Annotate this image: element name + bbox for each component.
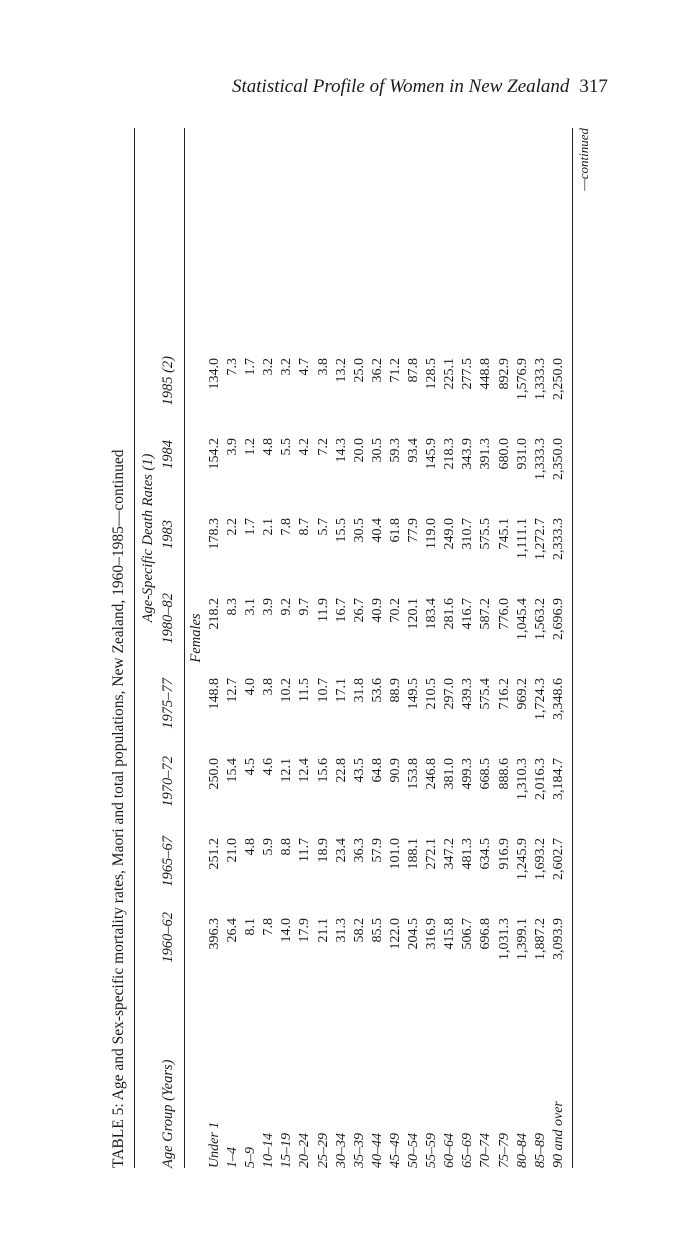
rate-cell: 26.7 [351, 598, 367, 623]
rate-cell: 2,602.7 [550, 838, 566, 880]
rate-cell: 153.8 [406, 758, 422, 790]
continued-note: —continued [576, 128, 591, 191]
rate-cell: 21.1 [315, 918, 331, 943]
rate-cell: 21.0 [225, 838, 241, 863]
rate-cell: 17.1 [333, 678, 349, 703]
rate-cell: 2,350.0 [550, 438, 566, 480]
rate-cell: 31.3 [333, 918, 349, 943]
table-row [514, 128, 532, 1168]
age-group-cell: 25–29 [315, 1133, 331, 1168]
rate-cell: 13.2 [333, 358, 349, 383]
rate-cell: 87.8 [406, 358, 422, 383]
rate-cell: 88.9 [387, 678, 403, 703]
rotated-table [110, 128, 650, 1168]
rate-cell: 101.0 [387, 838, 403, 870]
rate-cell: 10.7 [315, 678, 331, 703]
rate-cell: 8.3 [225, 598, 241, 616]
rate-cell: 1,563.2 [532, 598, 548, 640]
rate-cell: 310.7 [460, 518, 476, 550]
rate-cell: 70.2 [387, 598, 403, 623]
table-row [242, 128, 260, 1168]
rate-cell: 17.9 [297, 918, 313, 943]
rate-cell: 15.4 [225, 758, 241, 783]
age-group-cell: 50–54 [406, 1133, 422, 1168]
age-group-cell: Under 1 [207, 1121, 222, 1168]
age-group-cell: 15–19 [279, 1133, 295, 1168]
rate-cell: 1,333.3 [532, 438, 548, 480]
rate-cell: 53.6 [369, 678, 385, 703]
rate-cell: 297.0 [442, 678, 458, 710]
rate-cell: 11.5 [297, 678, 313, 702]
rate-cell: 1,333.3 [532, 358, 548, 400]
column-header: 1985 (2) [160, 356, 176, 406]
table-caption: TABLE 5: Age and Sex-specific mortality rates, Maori and total populations, New Zealand, 1960–1985—continued [110, 449, 127, 1168]
age-group-cell: 85–89 [532, 1133, 548, 1168]
rate-cell: 3.2 [261, 358, 277, 376]
rate-cell: 969.2 [514, 678, 530, 710]
rate-cell: 218.2 [207, 598, 222, 630]
rate-cell: 1,245.9 [514, 838, 530, 880]
table-row [387, 128, 405, 1168]
rate-cell: 696.8 [478, 918, 494, 950]
age-group-cell: 10–14 [261, 1133, 277, 1168]
table-row [351, 128, 369, 1168]
column-header: 1965–67 [160, 836, 176, 887]
rate-cell: 343.9 [460, 438, 476, 470]
rate-cell: 4.6 [261, 758, 277, 776]
table-row [369, 128, 387, 1168]
column-header: 1983 [160, 520, 176, 549]
age-group-cell: 30–34 [333, 1133, 349, 1168]
rate-cell: 120.1 [406, 598, 422, 630]
rate-cell: 30.5 [351, 518, 367, 543]
rate-cell: 3,348.6 [550, 678, 566, 720]
rate-cell: 16.7 [333, 598, 349, 623]
header-rule [184, 128, 185, 1168]
rate-cell: 30.5 [369, 438, 385, 463]
age-group-cell: 55–59 [424, 1133, 440, 1168]
rate-cell: 250.0 [207, 758, 222, 790]
rate-cell: 277.5 [460, 358, 476, 390]
rate-cell: 11.9 [315, 598, 331, 622]
rate-cell: 2,250.0 [550, 358, 566, 400]
rate-cell: 316.9 [424, 918, 440, 950]
table-row [550, 128, 568, 1168]
rate-cell: 57.9 [369, 838, 385, 863]
rate-cell: 931.0 [514, 438, 530, 470]
rate-cell: 481.3 [460, 838, 476, 870]
age-group-cell: 90 and over [550, 1101, 566, 1168]
rate-cell: 178.3 [207, 518, 222, 550]
age-group-cell: 65–69 [460, 1133, 476, 1168]
rate-cell: 149.5 [406, 678, 422, 710]
table-row [496, 128, 514, 1168]
age-group-cell: 45–49 [387, 1133, 403, 1168]
rate-cell: 1,887.2 [532, 918, 548, 960]
rate-cell: 12.4 [297, 758, 313, 783]
rate-cell: 61.8 [387, 518, 403, 543]
running-head [232, 76, 654, 98]
stub-header: Age Group (Years) [160, 1059, 176, 1168]
rate-cell: 1.2 [243, 438, 259, 456]
rate-cell: 5.7 [315, 518, 331, 536]
rate-cell: 587.2 [478, 598, 494, 630]
table-row [315, 128, 333, 1168]
rate-cell: 4.7 [297, 358, 313, 376]
rate-cell: 12.1 [279, 758, 295, 783]
rate-cell: 391.3 [478, 438, 494, 470]
table-row [477, 128, 495, 1168]
age-group-cell: 1–4 [225, 1147, 241, 1168]
rate-cell: 7.8 [261, 918, 277, 936]
rate-cell: 18.9 [315, 838, 331, 863]
rate-cell: 916.9 [496, 838, 512, 870]
rate-cell: 15.6 [315, 758, 331, 783]
rate-cell: 9.2 [279, 598, 295, 616]
rate-cell: 1,272.7 [532, 518, 548, 560]
rate-cell: 251.2 [207, 838, 222, 870]
rate-cell: 93.4 [406, 438, 422, 463]
rate-cell: 3,184.7 [550, 758, 566, 800]
rate-cell: 36.3 [351, 838, 367, 863]
rate-cell: 218.3 [442, 438, 458, 470]
rate-cell: 145.9 [424, 438, 440, 470]
rate-cell: 85.5 [369, 918, 385, 943]
rate-cell: 716.2 [496, 678, 512, 710]
rate-cell: 22.8 [333, 758, 349, 783]
rate-cell: 1,031.3 [496, 918, 512, 960]
rate-cell: 77.9 [406, 518, 422, 543]
rate-cell: 10.2 [279, 678, 295, 703]
rate-cell: 5.5 [279, 438, 295, 456]
rate-cell: 1,045.4 [514, 598, 530, 640]
rate-cell: 154.2 [207, 438, 222, 470]
rate-cell: 1,399.1 [514, 918, 530, 960]
age-group-cell: 75–79 [496, 1133, 512, 1168]
rate-cell: 4.5 [243, 758, 259, 776]
rate-cell: 416.7 [460, 598, 476, 630]
rate-cell: 7.2 [315, 438, 331, 456]
page-number: 317 [579, 76, 608, 97]
rate-cell: 3.9 [225, 438, 241, 456]
rate-cell: 20.0 [351, 438, 367, 463]
rate-cell: 396.3 [207, 918, 222, 950]
rate-cell: 499.3 [460, 758, 476, 790]
rate-cell: 381.0 [442, 758, 458, 790]
table-row [333, 128, 351, 1168]
column-header: 1984 [160, 440, 176, 469]
rate-cell: 40.4 [369, 518, 385, 543]
rate-cell: 59.3 [387, 438, 403, 463]
rate-cell: 188.1 [406, 838, 422, 870]
table-row [260, 128, 278, 1168]
rate-cell: 3,093.9 [550, 918, 566, 960]
rate-cell: 1,310.3 [514, 758, 530, 800]
rate-cell: 4.8 [243, 838, 259, 856]
rate-cell: 11.7 [297, 838, 313, 862]
bottom-rule [572, 128, 573, 1168]
column-header: 1970–72 [160, 756, 176, 807]
age-group-cell: 70–74 [478, 1133, 494, 1168]
rate-cell: 4.8 [261, 438, 277, 456]
table-row [296, 128, 314, 1168]
table-row [278, 128, 296, 1168]
table-row [224, 128, 242, 1168]
rate-cell: 12.7 [225, 678, 241, 703]
rate-cell: 36.2 [369, 358, 385, 383]
rate-cell: 7.8 [279, 518, 295, 536]
age-group-cell: 5–9 [243, 1147, 259, 1168]
rate-cell: 31.8 [351, 678, 367, 703]
rate-cell: 5.9 [261, 838, 277, 856]
rate-cell: 1.7 [243, 518, 259, 536]
table-row [423, 128, 441, 1168]
rate-cell: 71.2 [387, 358, 403, 383]
rate-cell: 3.8 [261, 678, 277, 696]
rate-cell: 3.1 [243, 598, 259, 616]
rate-cell: 183.4 [424, 598, 440, 630]
table-body [206, 128, 568, 1168]
age-group-cell: 80–84 [514, 1133, 530, 1168]
rate-cell: 58.2 [351, 918, 367, 943]
rate-cell: 1,724.3 [532, 678, 548, 720]
rate-cell: 40.9 [369, 598, 385, 623]
rate-cell: 8.1 [243, 918, 259, 936]
rate-cell: 575.4 [478, 678, 494, 710]
rate-cell: 225.1 [442, 358, 458, 390]
table-row [206, 128, 224, 1168]
table-row [459, 128, 477, 1168]
rate-cell: 8.7 [297, 518, 313, 536]
section-label: Females [188, 613, 204, 663]
rate-cell: 1,693.2 [532, 838, 548, 880]
rate-cell: 246.8 [424, 758, 440, 790]
rate-cell: 2.2 [225, 518, 241, 536]
rate-cell: 4.2 [297, 438, 313, 456]
rate-cell: 745.1 [496, 518, 512, 550]
rate-cell: 776.0 [496, 598, 512, 630]
rate-cell: 8.8 [279, 838, 295, 856]
rate-cell: 3.8 [315, 358, 331, 376]
rate-cell: 3.2 [279, 358, 295, 376]
rate-cell: 122.0 [387, 918, 403, 950]
rate-cell: 134.0 [207, 358, 222, 390]
rate-cell: 4.0 [243, 678, 259, 696]
rate-cell: 575.5 [478, 518, 494, 550]
rate-cell: 506.7 [460, 918, 476, 950]
top-rule [134, 128, 135, 1168]
age-group-cell: 60–64 [442, 1133, 458, 1168]
column-header: 1975–77 [160, 678, 176, 729]
rate-cell: 25.0 [351, 358, 367, 383]
age-group-cell: 40–44 [369, 1133, 385, 1168]
rate-cell: 90.9 [387, 758, 403, 783]
table-row [405, 128, 423, 1168]
rate-cell: 7.3 [225, 358, 241, 376]
rate-cell: 888.6 [496, 758, 512, 790]
rate-cell: 1,576.9 [514, 358, 530, 400]
rate-cell: 26.4 [225, 918, 241, 943]
rate-cell: 128.5 [424, 358, 440, 390]
rate-cell: 680.0 [496, 438, 512, 470]
rate-cell: 2,333.3 [550, 518, 566, 560]
rate-cell: 1.7 [243, 358, 259, 376]
rate-cell: 892.9 [496, 358, 512, 390]
rate-cell: 43.5 [351, 758, 367, 783]
rate-cell: 210.5 [424, 678, 440, 710]
table-row [441, 128, 459, 1168]
rate-cell: 9.7 [297, 598, 313, 616]
column-header: 1960–62 [160, 912, 176, 963]
rate-cell: 14.3 [333, 438, 349, 463]
spanner-header: Age-Specific Death Rates (1) [140, 453, 156, 623]
rate-cell: 2,696.9 [550, 598, 566, 640]
rate-cell: 2,016.3 [532, 758, 548, 800]
rate-cell: 415.8 [442, 918, 458, 950]
rate-cell: 119.0 [424, 518, 440, 549]
rate-cell: 272.1 [424, 838, 440, 870]
age-group-cell: 35–39 [351, 1133, 367, 1168]
rate-cell: 2.1 [261, 518, 277, 536]
rate-cell: 3.9 [261, 598, 277, 616]
rate-cell: 281.6 [442, 598, 458, 630]
running-head-title: Statistical Profile of Women in New Zealand [232, 76, 570, 97]
rate-cell: 347.2 [442, 838, 458, 870]
rate-cell: 668.5 [478, 758, 494, 790]
rate-cell: 15.5 [333, 518, 349, 543]
rate-cell: 23.4 [333, 838, 349, 863]
rate-cell: 448.8 [478, 358, 494, 390]
rate-cell: 148.8 [207, 678, 222, 710]
rate-cell: 634.5 [478, 838, 494, 870]
rate-cell: 14.0 [279, 918, 295, 943]
rate-cell: 1,111.1 [514, 518, 530, 559]
table-row [532, 128, 550, 1168]
rate-cell: 64.8 [369, 758, 385, 783]
age-group-cell: 20–24 [297, 1133, 313, 1168]
rate-cell: 204.5 [406, 918, 422, 950]
rate-cell: 439.3 [460, 678, 476, 710]
column-header: 1980–82 [160, 593, 176, 644]
rate-cell: 249.0 [442, 518, 458, 550]
